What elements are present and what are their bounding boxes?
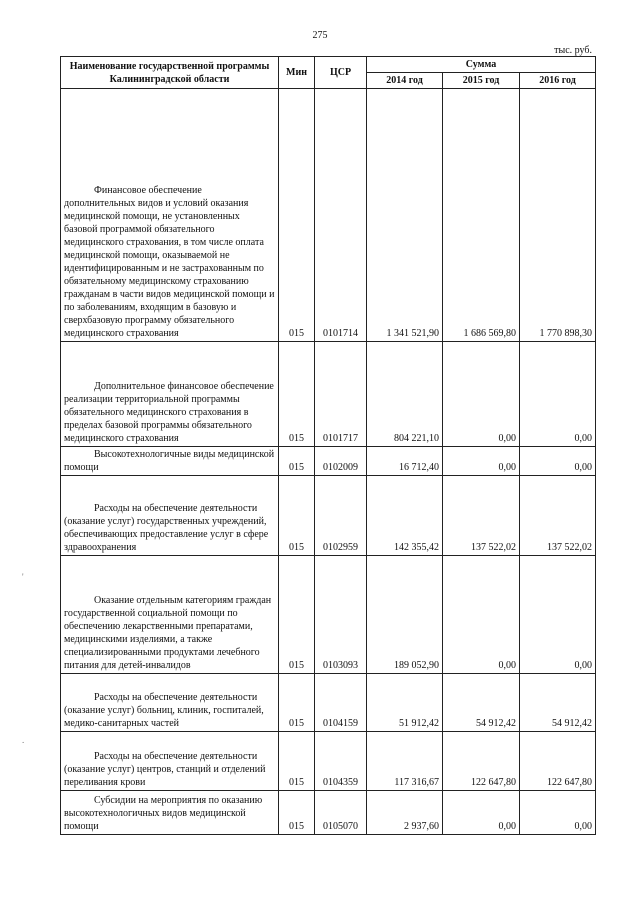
- row-2016: 0,00: [520, 447, 596, 476]
- row-2015: 0,00: [443, 556, 520, 674]
- row-2014: 2 937,60: [367, 791, 443, 835]
- page-number: 275: [312, 30, 328, 41]
- row-min: 015: [279, 476, 315, 556]
- row-name: Расходы на обеспечение деятельности (оказание услуг) государственных учреждений, обеспечивающих предоставление услуг в сфере здравоохранения: [61, 476, 279, 556]
- row-2016: 54 912,42: [520, 674, 596, 732]
- table-row: [61, 791, 596, 835]
- row-csr: 0103093: [315, 556, 367, 674]
- table-row: [61, 342, 596, 447]
- row-csr: 0102959: [315, 476, 367, 556]
- table-row: [61, 89, 596, 342]
- row-csr: 0101714: [315, 89, 367, 342]
- margin-mark: ': [22, 572, 24, 582]
- row-min: 015: [279, 556, 315, 674]
- row-name: Субсидии на мероприятия по оказанию высокотехнологичных видов медицинской помощи: [61, 791, 279, 835]
- margin-mark: .: [22, 735, 25, 745]
- row-name: Расходы на обеспечение деятельности (оказание услуг) центров, станций и отделений переливания крови: [61, 732, 279, 791]
- table-row: [61, 447, 596, 476]
- row-2015: 0,00: [443, 342, 520, 447]
- row-name: Оказание отдельным категориям граждан государственной социальной помощи по обеспечению лекарственными препаратами, медицинскими изделиями, а также специализированными продуктами лечебного питания для детей-инвалидов: [61, 556, 279, 674]
- header-year-2015: 2015 год: [443, 73, 520, 89]
- row-name: Высокотехнологичные виды медицинской помощи: [61, 447, 279, 476]
- header-csr: ЦСР: [315, 57, 367, 89]
- header-sum: Сумма: [367, 57, 596, 73]
- row-min: 015: [279, 89, 315, 342]
- row-2014: 117 316,67: [367, 732, 443, 791]
- row-2016: 0,00: [520, 556, 596, 674]
- row-csr: 0102009: [315, 447, 367, 476]
- table-row: [61, 674, 596, 732]
- row-2015: 54 912,42: [443, 674, 520, 732]
- row-2016: 0,00: [520, 791, 596, 835]
- table-header: [61, 57, 596, 89]
- row-2015: 0,00: [443, 791, 520, 835]
- row-name: Расходы на обеспечение деятельности (оказание услуг) больниц, клиник, госпиталей, медико-санитарных частей: [61, 674, 279, 732]
- row-2014: 189 052,90: [367, 556, 443, 674]
- row-csr: 0104159: [315, 674, 367, 732]
- row-2014: 142 355,42: [367, 476, 443, 556]
- row-name: Дополнительное финансовое обеспечение реализации территориальной программы обязательного медицинского страхования в пределах базовой программы обязательного медицинского страхования: [61, 342, 279, 447]
- row-name: Финансовое обеспечение дополнительных видов и условий оказания медицинской помощи, не установленных базовой программой обязательного медицинского страхования, в том числе оплата медицинской помощи, оказываемой не идентифицированным и не застрахованным по обязательному медицинскому страхованию гражданам в части видов медицинской помощи и по заболеваниям, входящим в базовую и сверхбазовую программу обязательного медицинского страхования: [61, 89, 279, 342]
- row-2015: 0,00: [443, 447, 520, 476]
- table-row: [61, 476, 596, 556]
- row-2015: 137 522,02: [443, 476, 520, 556]
- row-2016: 122 647,80: [520, 732, 596, 791]
- row-2014: 51 912,42: [367, 674, 443, 732]
- row-min: 015: [279, 342, 315, 447]
- header-min: Мин: [279, 57, 315, 89]
- row-csr: 0105070: [315, 791, 367, 835]
- units-label: тыс. руб.: [554, 45, 592, 56]
- row-2014: 804 221,10: [367, 342, 443, 447]
- budget-table: [60, 56, 596, 835]
- row-2015: 122 647,80: [443, 732, 520, 791]
- row-csr: 0101717: [315, 342, 367, 447]
- row-2016: 1 770 898,30: [520, 89, 596, 342]
- row-min: 015: [279, 791, 315, 835]
- row-2014: 16 712,40: [367, 447, 443, 476]
- row-min: 015: [279, 447, 315, 476]
- header-year-2016: 2016 год: [520, 73, 596, 89]
- row-csr: 0104359: [315, 732, 367, 791]
- row-2016: 137 522,02: [520, 476, 596, 556]
- row-min: 015: [279, 732, 315, 791]
- row-2015: 1 686 569,80: [443, 89, 520, 342]
- row-2014: 1 341 521,90: [367, 89, 443, 342]
- header-name: Наименование государственной программы Калининградской области: [61, 57, 279, 89]
- table-body: [61, 89, 596, 835]
- row-2016: 0,00: [520, 342, 596, 447]
- header-year-2014: 2014 год: [367, 73, 443, 89]
- row-min: 015: [279, 674, 315, 732]
- table-row: [61, 556, 596, 674]
- table-row: [61, 732, 596, 791]
